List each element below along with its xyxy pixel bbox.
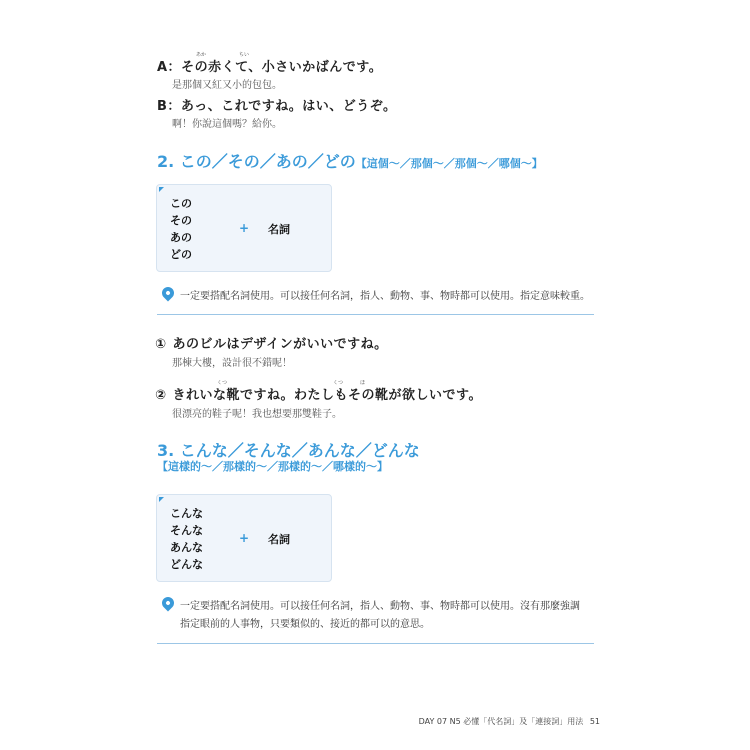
example-2-translation: 很漂亮的鞋子呢！我也想要那雙鞋子。: [172, 409, 342, 420]
corner-triangle-icon: [159, 497, 164, 502]
section-3-title: 3. こんな／そんな／あんな／どんな: [157, 441, 420, 460]
noun-label: 名詞: [268, 223, 290, 236]
example-marker: ①: [155, 337, 167, 352]
ruby-kutsu: くつ: [217, 380, 228, 386]
demonstrative-word: あの: [170, 231, 192, 244]
dialogue-a-text: その赤くて、小さいかばんです。: [181, 60, 383, 75]
page-number: 51: [589, 717, 600, 726]
ruby-ho: ほ: [360, 380, 366, 386]
section-2-pattern-box: [156, 184, 332, 272]
dialogue-a-line: [157, 56, 382, 75]
noun-label: 名詞: [268, 533, 290, 546]
ruby-aka: あか: [196, 52, 207, 58]
dialogue-b-speaker: B：: [157, 99, 181, 114]
plus-sign: +: [239, 531, 250, 545]
dialogue-a-speaker: A：: [157, 60, 182, 75]
dialogue-b-line: [157, 95, 397, 114]
section-3-note-line-2: 指定眼前的人事物，只要類似的、接近的都可以的意思。: [180, 619, 430, 630]
section-2-subtitle: 【這個～／那個～／那個～／哪個～】: [355, 157, 543, 170]
demonstrative-word: どの: [170, 248, 192, 261]
section-3-subtitle: 【這樣的～／那樣的～／那樣的～／哪樣的～】: [157, 460, 388, 473]
demonstrative-word: そんな: [170, 524, 203, 537]
example-marker: ②: [155, 388, 167, 403]
demonstrative-word: どんな: [170, 558, 203, 571]
dialogue-a-translation: 是那個又紅又小的包包。: [172, 80, 282, 91]
dialogue-b-translation: 啊！你說這個嗎？給你。: [172, 119, 282, 130]
section-2-note: 一定要搭配名詞使用。可以接任何名詞，指人、動物、事、物時都可以使用。指定意味較重。: [180, 291, 590, 302]
page-footer: [419, 716, 600, 727]
example-1-japanese: あのビルはデザインがいいですね。: [172, 337, 388, 352]
example-1: [155, 333, 388, 352]
example-1-translation: 那棟大樓，設計很不錯呢！: [172, 358, 292, 369]
demonstrative-word: その: [170, 214, 192, 227]
map-pin-icon: [160, 595, 177, 612]
plus-sign: +: [239, 221, 250, 235]
demonstrative-word: この: [170, 197, 192, 210]
section-2-title: 2. この／その／あの／どの: [157, 152, 356, 171]
demonstrative-word: こんな: [170, 507, 203, 520]
section-divider: [157, 643, 594, 644]
ruby-kutsu: くつ: [333, 380, 344, 386]
footer-text: DAY 07 N5 必懂「代名詞」及「連接詞」用法: [418, 717, 584, 726]
demonstrative-word: あんな: [170, 541, 203, 554]
corner-triangle-icon: [159, 187, 164, 192]
example-2: [155, 384, 482, 403]
dialogue-b-text: あっ、これですね。はい、どうぞ。: [180, 99, 397, 114]
map-pin-icon: [160, 285, 177, 302]
section-divider: [157, 314, 594, 315]
example-2-japanese: きれいな靴ですね。わたしもその靴が欲しいです。: [172, 388, 482, 403]
ruby-chii: ちい: [239, 52, 250, 58]
section-3-note-line-1: 一定要搭配名詞使用。可以接任何名詞，指人、動物、事、物時都可以使用。沒有那麼強調: [180, 601, 580, 612]
section-3-pattern-box: [156, 494, 332, 582]
section-2-heading: [157, 149, 543, 172]
